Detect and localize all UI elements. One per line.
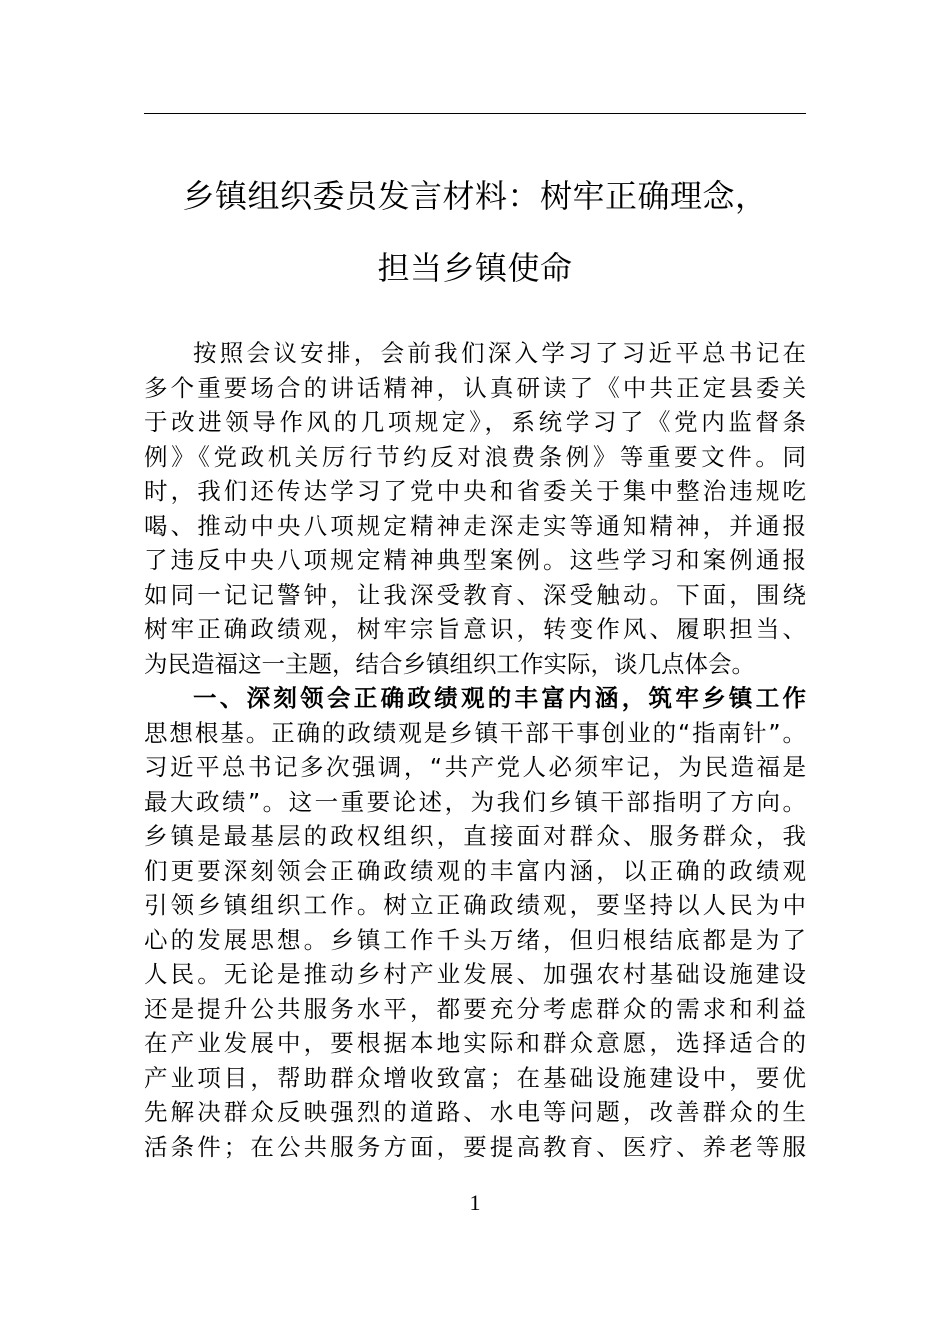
document-title — [144, 160, 806, 304]
body-line: 多个重要场合的讲话精神，认真研读了《中共正定县委关 — [144, 373, 806, 402]
body-line: 产业项目，帮助群众增收致富；在基础设施建设中，要优 — [144, 1063, 806, 1092]
body-line: 们更要深刻领会正确政绩观的丰富内涵，以正确的政绩观 — [144, 856, 806, 885]
section-heading-line — [144, 681, 806, 716]
body-line: 还是提升公共服务水平，都要充分考虑群众的需求和利益 — [144, 994, 806, 1023]
title-line-1: 乡镇组织委员发言材料：树牢正确理念， — [182, 177, 768, 215]
body-line: 了违反中央八项规定精神典型案例。这些学习和案例通报 — [144, 546, 806, 574]
body-line: 乡镇是最基层的政权组织，直接面对群众、服务群众，我 — [144, 822, 806, 850]
body-line: 时，我们还传达学习了党中央和省委关于集中整治违规吃 — [144, 477, 806, 505]
title-line-2: 担当乡镇使命 — [377, 249, 573, 287]
body-line: 先解决群众反映强烈的道路、水电等问题，改善群众的生 — [144, 1098, 806, 1126]
body-line: 思想根基。正确的政绩观是乡镇干部干事创业的“指南针”。 — [144, 718, 806, 747]
body-line: 活条件；在公共服务方面，要提高教育、医疗、养老等服 — [144, 1132, 806, 1161]
body-line: 为民造福这一主题，结合乡镇组织工作实际，谈几点体会。 — [144, 649, 755, 678]
body-line: 于改进领导作风的几项规定》，系统学习了《党内监督条 — [144, 408, 806, 436]
body-line: 如同一记记警钟，让我深受教育、深受触动。下面，围绕 — [144, 580, 806, 609]
body-line: 心的发展思想。乡镇工作千头万绪，但归根结底都是为了 — [144, 925, 806, 954]
body-line: 最大政绩”。这一重要论述，为我们乡镇干部指明了方向。 — [144, 787, 806, 816]
body-line: 例》《党政机关厉行节约反对浪费条例》等重要文件。同 — [144, 442, 806, 471]
body-line: 树牢正确政绩观，树牢宗旨意识，转变作风、履职担当、 — [144, 615, 806, 643]
header-rule — [144, 113, 806, 114]
body-line: 习近平总书记多次强调，“共产党人必须牢记，为民造福是 — [144, 753, 806, 781]
body-line: 在产业发展中，要根据本地实际和群众意愿，选择适合的 — [144, 1029, 806, 1057]
document-body — [144, 336, 806, 1164]
section-heading: 一、深刻领会正确政绩观的丰富内涵，筑牢乡镇工作 — [193, 684, 806, 712]
body-line: 引领乡镇组织工作。树立正确政绩观，要坚持以人民为中 — [144, 891, 806, 919]
page-number: 1 — [469, 1190, 481, 1215]
body-line: 喝、推动中央八项规定精神走深走实等通知精神，并通报 — [144, 511, 806, 540]
body-line: 人民。无论是推动乡村产业发展、加强农村基础设施建设 — [144, 960, 806, 988]
body-line: 按照会议安排，会前我们深入学习了习近平总书记在 — [193, 339, 806, 367]
